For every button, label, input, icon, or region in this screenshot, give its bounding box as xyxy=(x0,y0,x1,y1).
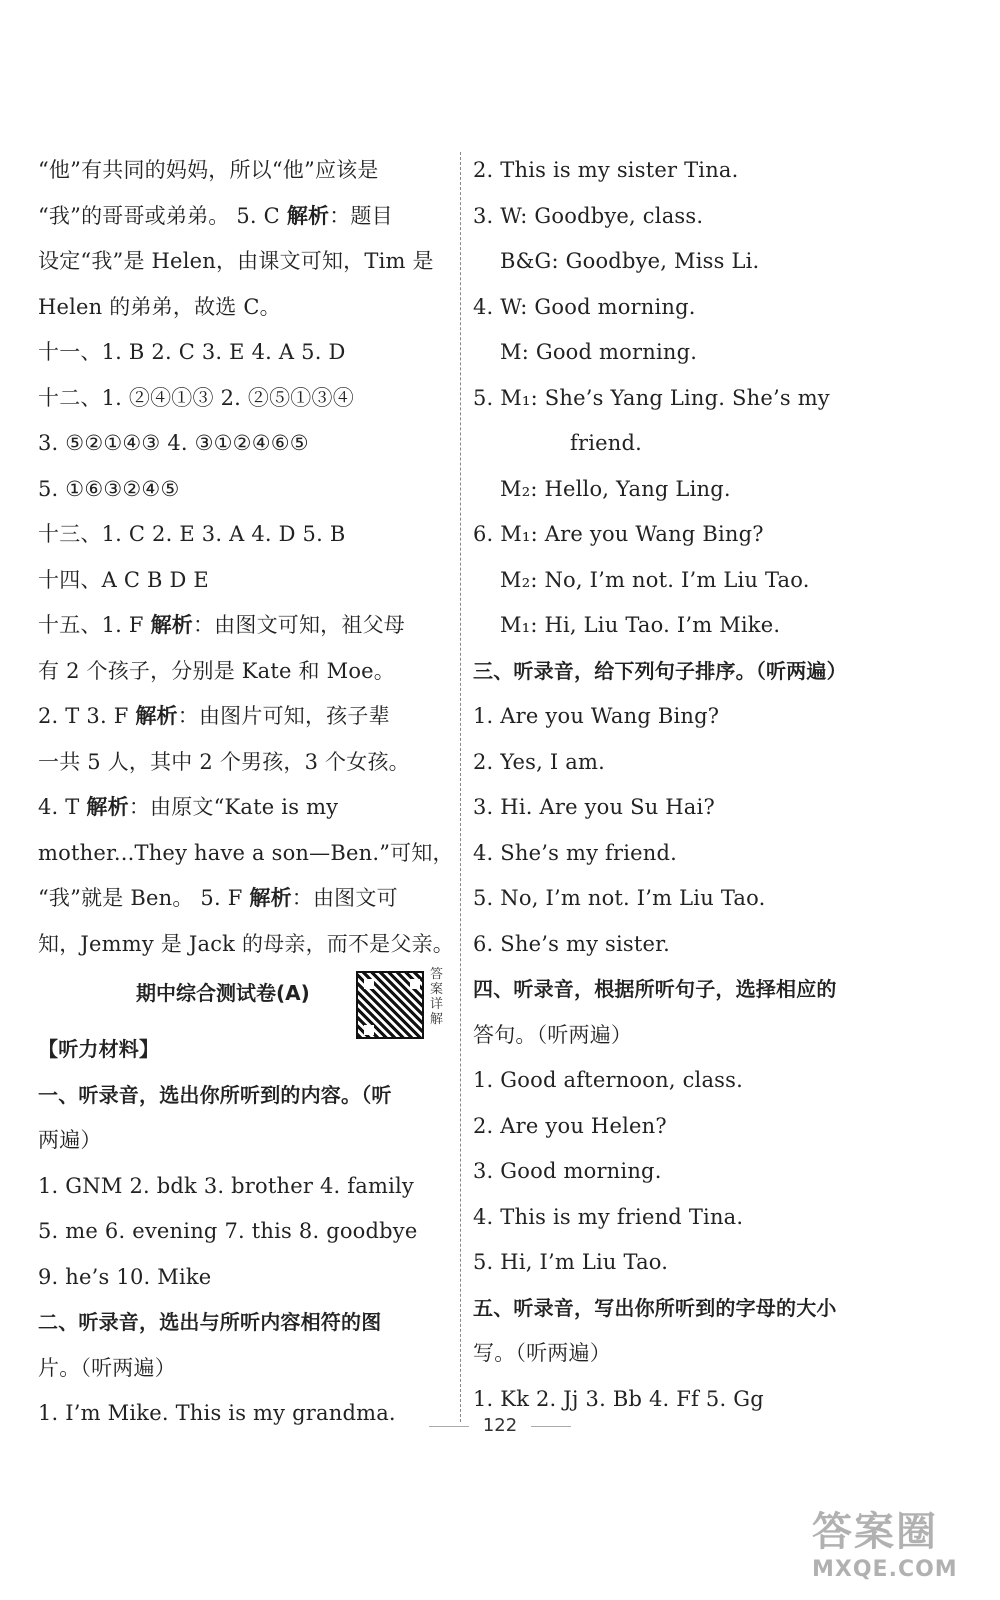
script-line: 4. This is my friend Tina. xyxy=(473,1204,744,1229)
section-heading: 二、听录音，选出与所听内容相符的图 xyxy=(38,1310,382,1334)
answer-line: 5. me 6. evening 7. this 8. goodbye xyxy=(38,1219,418,1243)
section-heading: 四、听录音，根据所听句子，选择相应的 xyxy=(473,977,837,1001)
script-line: M₁: Hi, Liu Tao. I’m Mike. xyxy=(500,613,781,637)
script-line: 1. Kk 2. Jj 3. Bb 4. Ff 5. Gg xyxy=(473,1386,764,1411)
answer-line: 一共 5 人，其中 2 个男孩，3 个女孩。 xyxy=(38,749,410,774)
analysis-label: 解析 xyxy=(286,203,330,228)
right-column xyxy=(473,148,913,1422)
test-title-row xyxy=(38,967,448,1027)
script-line: 2. This is my sister Tina. xyxy=(473,158,739,182)
script-line: M: Good morning. xyxy=(500,340,698,364)
answer-text: “我”就是 Ben。 5. F xyxy=(38,886,250,910)
script-line: 4. She’s my friend. xyxy=(473,840,678,865)
section-heading: 一、听录音，选出你所听到的内容。（听 xyxy=(38,1082,392,1107)
page-number-dash xyxy=(531,1426,571,1427)
answer-line xyxy=(38,785,448,831)
answer-text: ：题目 xyxy=(329,203,393,228)
script-line: friend. xyxy=(570,431,642,455)
script-line: 3. Good morning. xyxy=(473,1159,662,1183)
answer-text: ：由图片可知，孩子辈 xyxy=(177,704,390,728)
left-column xyxy=(38,148,454,1437)
test-title: 期中综合测试卷(A) xyxy=(136,981,310,1005)
section-heading-cont: 写。（听两遍） xyxy=(473,1341,611,1365)
script-line: 1. Are you Wang Bing? xyxy=(473,704,720,728)
script-line: 3. Hi. Are you Su Hai? xyxy=(473,795,715,819)
answer-text: 4. T xyxy=(38,795,87,819)
answer-text: ：由原文“Kate is my xyxy=(128,795,339,819)
answer-text: 2. T 3. F xyxy=(38,704,136,728)
page-number: 122 xyxy=(482,1415,518,1436)
answer-line: “他”有共同的妈妈，所以“他”应该是 xyxy=(38,158,379,182)
answer-line: 5. ①⑥③②④⑤ xyxy=(38,476,180,501)
answer-line: 1. I’m Mike. This is my grandma. xyxy=(38,1401,396,1425)
script-line: 6. She’s my sister. xyxy=(473,931,670,956)
answer-line: 十一、1. B 2. C 3. E 4. A 5. D xyxy=(38,340,346,364)
section-heading: 五、听录音，写出你所听到的字母的大小 xyxy=(473,1295,837,1320)
script-line: 1. Good afternoon, class. xyxy=(473,1068,744,1092)
section-heading: 【听力材料】 xyxy=(38,1037,160,1061)
answer-line: 知，Jemmy 是 Jack 的母亲，而不是父亲。 xyxy=(38,931,454,956)
script-line: 5. No, I’m not. I’m Liu Tao. xyxy=(473,886,766,910)
answer-line: mother...They have a son—Ben.”可知， xyxy=(38,840,454,865)
qr-code-icon[interactable] xyxy=(356,971,424,1039)
script-line: B&G: Goodbye, Miss Li. xyxy=(500,249,760,273)
page-number-row xyxy=(0,1415,1000,1436)
section-heading-cont: 片。（听两遍） xyxy=(38,1355,176,1380)
answer-line: 3. ⑤②①④③ 4. ③①②④⑥⑤ xyxy=(38,431,309,455)
answer-line: Helen 的弟弟，故选 C。 xyxy=(38,294,281,319)
watermark-bottom: MXQE.COM xyxy=(812,1557,958,1582)
answer-line: 1. GNM 2. bdk 3. brother 4. family xyxy=(38,1173,414,1198)
answer-line: 十二、1. ②④①③ 2. ②⑤①③④ xyxy=(38,385,354,410)
script-line: 6. M₁: Are you Wang Bing? xyxy=(473,522,764,546)
answer-text: “我”的哥哥或弟弟。 5. C xyxy=(38,203,287,228)
script-line: 2. Yes, I am. xyxy=(473,749,605,774)
qr-note: 答案详解 xyxy=(430,967,444,1027)
answer-line xyxy=(38,694,448,740)
answer-line xyxy=(38,876,448,922)
page-number-dash xyxy=(429,1426,469,1427)
answer-text: ：由图文可知，祖父母 xyxy=(192,613,405,637)
script-line: 5. Hi, I’m Liu Tao. xyxy=(473,1250,669,1274)
analysis-label: 解析 xyxy=(150,613,193,637)
script-line: 4. W: Good morning. xyxy=(473,294,696,319)
answer-line: 设定“我”是 Helen，由课文可知，Tim 是 xyxy=(38,249,434,273)
answer-text: ：由图文可 xyxy=(291,886,398,910)
script-line: M₂: No, I’m not. I’m Liu Tao. xyxy=(500,567,810,592)
section-heading-cont: 两遍） xyxy=(38,1128,102,1152)
answer-text: 十五、1. F xyxy=(38,613,151,637)
column-divider xyxy=(460,152,461,1422)
answer-line: 9. he’s 10. Mike xyxy=(38,1264,212,1289)
script-line: 3. W: Goodbye, class. xyxy=(473,203,704,228)
script-line: 5. M₁: She’s Yang Ling. She’s my xyxy=(473,385,830,410)
answer-line: 十四、A C B D E xyxy=(38,567,209,592)
analysis-label: 解析 xyxy=(86,795,129,819)
answer-line xyxy=(38,194,448,240)
watermark-top: 答案圈 xyxy=(812,1509,938,1555)
answer-line: 有 2 个孩子，分别是 Kate 和 Moe。 xyxy=(38,658,395,683)
watermark-logo xyxy=(812,1500,982,1590)
script-line: 2. Are you Helen? xyxy=(473,1113,667,1138)
section-heading-cont: 答句。（听两遍） xyxy=(473,1022,633,1047)
section-heading: 三、听录音，给下列句子排序。（听两遍） xyxy=(473,658,847,683)
answer-line xyxy=(38,603,448,649)
analysis-label: 解析 xyxy=(135,704,178,728)
answer-line: 十三、1. C 2. E 3. A 4. D 5. B xyxy=(38,522,346,546)
analysis-label: 解析 xyxy=(249,886,292,910)
script-line: M₂: Hello, Yang Ling. xyxy=(500,476,731,501)
